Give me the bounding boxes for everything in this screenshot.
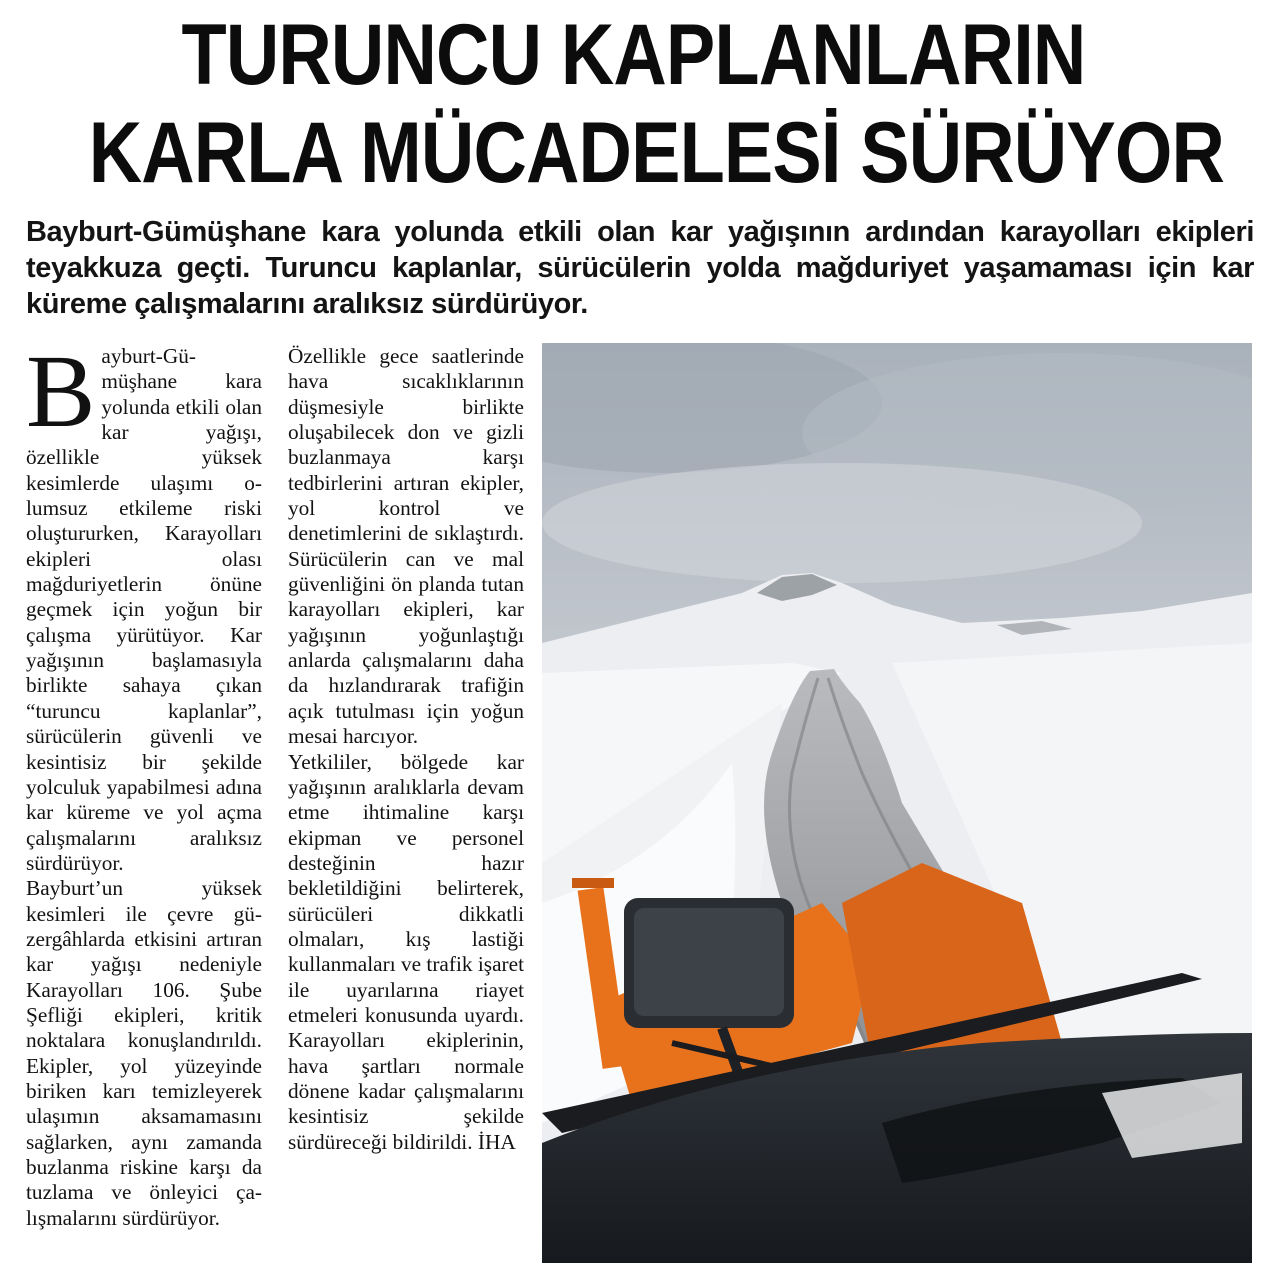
headline-line-2: KARLA MÜCADELESİ SÜRÜYOR xyxy=(88,105,1225,201)
column-2-paragraph-2: Yetkililer, bölgede kar yağışının aralıklarla devam etme ihtimaline karşı ekipman ve personel desteğinin hazır bekletildiğini belirterek, sürücüleri dikkatli olmaları, kış lastiği kullanmaları ve trafik işaret ile uyarılarına riayet etmeleri konusunda uyardı. Karayolları ekiplerinin, hava şartları normale dönene kadar çalışmalarını kesintisiz şekilde sürdüreceği bildirildi. İHA xyxy=(288,749,524,1154)
column-1-paragraph-2: Bayburt’un yüksek kesimleri ile çevre güzergâhlarda etkisini artıran kar yağışı nedeniyle Karayolları 106. Şube Şefliği ekipleri, kritik noktalara konuşlandırıldı. Ekipler, yol yüzeyinde biriken karı temizleyerek ulaşımın aksamamasını sağlarken, aynı zamanda buzlanma riskine karşı da tuzlama ve önleyici çalışmalarını sürdürüyor. xyxy=(26,876,262,1230)
spot-text: Bayburt-Gümüşhane kara yolunda etkili olan kar yağışının ardından karayolları ekipleri teyakkuza geçti. Turuncu kaplanlar, sürücülerin yolda mağduriyet yaşamaması için kar küreme çalışmalarını aralıksız sürdürüyor. xyxy=(26,216,1254,320)
drop-cap: B xyxy=(26,334,96,449)
snowplow-road-photo xyxy=(542,343,1252,1263)
column-2-paragraph-1: Özellikle gece saatlerinde hava sıcaklıklarının düşmesiyle birlikte oluşabilecek don ve gizli buzlanmaya karşı tedbirlerini artıran ekipler, yol kontrol ve denetimlerini de sıklaştırdı. Sürücülerin can ve mal güvenliğini ön planda tutan karayolları ekipleri, kar yağışının yoğunlaştığı anlarda çalışmalarını daha da hızlandırarak trafiğin açık tutulması için yoğun mesai harcıyor. xyxy=(288,344,524,749)
article-column-1 xyxy=(26,334,262,1231)
column-1-paragraph-1: ayburt-Gümüşhane kara yolunda etkili olan kar yağışı, özellikle yüksek kesimlerde ulaşımı olumsuz etkileme riski oluştururken, Karayolları ekipleri olası mağduriyetlerin önüne geçmek için yoğun bir çalışma yürütüyor. Kar yağışının başlamasıyla birlikte sahaya çıkan “turuncu kaplanlar”, sürücülerin güvenli ve kesintisiz bir şekilde yolculuk yapabilmesi adına kar küreme ve yol açma çalışmalarını aralıksız sürdürüyor. xyxy=(26,344,262,875)
article-column-2 xyxy=(288,344,524,1155)
headline-line-1: TURUNCU KAPLANLARIN xyxy=(181,7,1086,103)
